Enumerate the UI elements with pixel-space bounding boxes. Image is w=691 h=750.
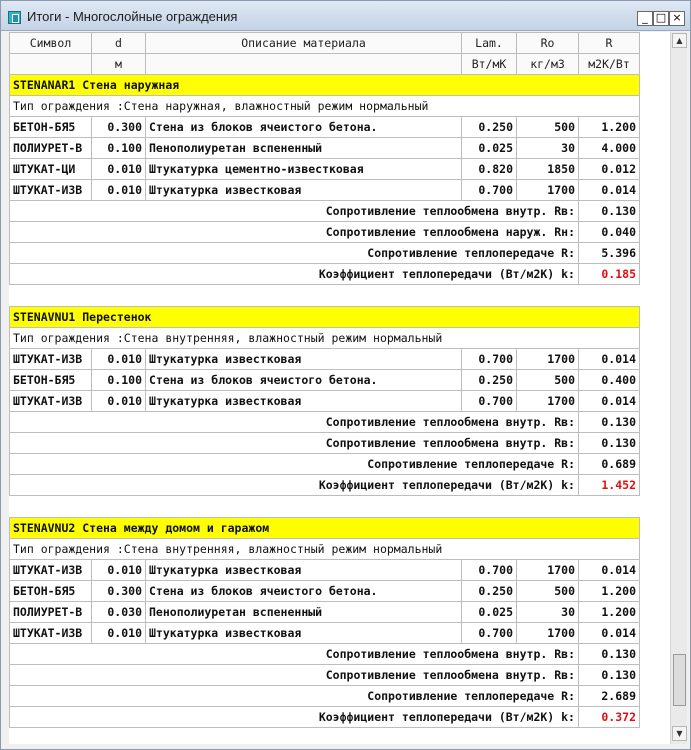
summary-label: Сопротивление теплопередаче R: (10, 243, 579, 264)
cell-d: 0.100 (92, 370, 146, 391)
header-lam: Lam. (462, 33, 517, 54)
table-row (10, 117, 640, 138)
header-ro: Ro (517, 33, 579, 54)
table-row (10, 560, 640, 581)
cell-d: 0.300 (92, 581, 146, 602)
cell-symbol: ПОЛИУРЕТ-В (10, 602, 92, 623)
cell-lam: 0.700 (462, 560, 517, 581)
header-row (10, 33, 640, 54)
window-title: Итоги - Многослойные ограждения (27, 9, 238, 24)
cell-symbol: ШТУКАТ-ЦИ (10, 159, 92, 180)
summary-label: Сопротивление теплообмена внутр. Rв: (10, 665, 579, 686)
cell-symbol: ШТУКАТ-ИЗВ (10, 349, 92, 370)
coef-row (10, 264, 640, 285)
coef-label: Коэффициент теплопередачи (Вт/м2К) k: (10, 264, 579, 285)
cell-symbol: ПОЛИУРЕТ-В (10, 138, 92, 159)
cell-d: 0.010 (92, 180, 146, 201)
cell-r: 0.014 (579, 391, 640, 412)
cell-r: 4.000 (579, 138, 640, 159)
summary-value: 0.130 (579, 201, 640, 222)
scroll-up-arrow-icon[interactable]: ▲ (672, 33, 687, 48)
unit-d: м (92, 54, 146, 75)
summary-label: Сопротивление теплообмена внутр. Rв: (10, 644, 579, 665)
cell-desc: Штукатурка известковая (146, 180, 462, 201)
section-type: Тип ограждения :Стена внутренняя, влажностный режим нормальный (10, 328, 640, 349)
section-type: Тип ограждения :Стена внутренняя, влажностный режим нормальный (10, 539, 640, 560)
unit-lam: Вт/мК (462, 54, 517, 75)
cell-lam: 0.025 (462, 602, 517, 623)
summary-value: 5.396 (579, 243, 640, 264)
header-d: d (92, 33, 146, 54)
table-row (10, 180, 640, 201)
unit-r: м2К/Вт (579, 54, 640, 75)
table-row (10, 159, 640, 180)
summary-label: Сопротивление теплопередаче R: (10, 686, 579, 707)
summary-row (10, 686, 640, 707)
gap-cell (10, 285, 640, 307)
coef-value: 1.452 (579, 475, 640, 496)
cell-desc: Стена из блоков ячеистого бетона. (146, 117, 462, 138)
cell-r: 0.014 (579, 349, 640, 370)
header-symbol: Символ (10, 33, 92, 54)
cell-lam: 0.820 (462, 159, 517, 180)
section-title: STENANAR1 Стена наружная (10, 75, 640, 96)
cell-r: 0.014 (579, 560, 640, 581)
section-gap (10, 285, 640, 307)
cell-d: 0.010 (92, 159, 146, 180)
cell-ro: 1700 (517, 623, 579, 644)
cell-desc: Пенополиуретан вспененный (146, 602, 462, 623)
summary-row (10, 243, 640, 264)
coef-label: Коэффициент теплопередачи (Вт/м2К) k: (10, 707, 579, 728)
summary-row (10, 454, 640, 475)
cell-d: 0.010 (92, 391, 146, 412)
summary-label: Сопротивление теплопередаче R: (10, 454, 579, 475)
cell-ro: 500 (517, 581, 579, 602)
cell-symbol: БЕТОН-БЯ5 (10, 117, 92, 138)
table-row (10, 623, 640, 644)
title-bar[interactable] (1, 1, 690, 31)
cell-desc: Стена из блоков ячеистого бетона. (146, 581, 462, 602)
summary-label: Сопротивление теплообмена внутр. Rв: (10, 201, 579, 222)
header-desc: Описание материала (146, 33, 462, 54)
coef-row (10, 475, 640, 496)
cell-ro: 30 (517, 138, 579, 159)
coef-value: 0.185 (579, 264, 640, 285)
scrollbar-thumb[interactable] (673, 654, 686, 706)
app-icon (8, 11, 21, 24)
section-gap (10, 496, 640, 518)
table-row (10, 138, 640, 159)
summary-value: 0.130 (579, 644, 640, 665)
section-type-row (10, 328, 640, 349)
coef-value: 0.372 (579, 707, 640, 728)
unit-symbol (10, 54, 92, 75)
cell-ro: 1700 (517, 391, 579, 412)
cell-symbol: ШТУКАТ-ИЗВ (10, 623, 92, 644)
summary-value: 2.689 (579, 686, 640, 707)
cell-desc: Штукатурка известковая (146, 623, 462, 644)
gap-cell (10, 496, 640, 518)
results-table (9, 32, 640, 728)
close-button[interactable]: × (669, 11, 685, 26)
summary-row (10, 201, 640, 222)
section-header (10, 75, 640, 96)
cell-lam: 0.250 (462, 581, 517, 602)
cell-lam: 0.250 (462, 370, 517, 391)
summary-value: 0.689 (579, 454, 640, 475)
cell-r: 1.200 (579, 602, 640, 623)
unit-desc (146, 54, 462, 75)
cell-desc: Штукатурка известковая (146, 349, 462, 370)
cell-lam: 0.250 (462, 117, 517, 138)
cell-ro: 1700 (517, 180, 579, 201)
cell-desc: Пенополиуретан вспененный (146, 138, 462, 159)
cell-d: 0.100 (92, 138, 146, 159)
summary-label: Сопротивление теплообмена наруж. Rн: (10, 222, 579, 243)
cell-desc: Стена из блоков ячеистого бетона. (146, 370, 462, 391)
cell-ro: 1700 (517, 349, 579, 370)
cell-d: 0.010 (92, 560, 146, 581)
cell-ro: 1850 (517, 159, 579, 180)
summary-row (10, 433, 640, 454)
section-header (10, 518, 640, 539)
scroll-down-arrow-icon[interactable]: ▼ (672, 726, 687, 741)
cell-lam: 0.700 (462, 391, 517, 412)
coef-row (10, 707, 640, 728)
maximize-button[interactable]: □ (653, 11, 669, 26)
cell-lam: 0.700 (462, 349, 517, 370)
summary-row (10, 644, 640, 665)
cell-ro: 30 (517, 602, 579, 623)
cell-r: 0.012 (579, 159, 640, 180)
report-area[interactable] (9, 32, 670, 744)
cell-r: 0.400 (579, 370, 640, 391)
section-type-row (10, 96, 640, 117)
cell-r: 0.014 (579, 623, 640, 644)
cell-ro: 1700 (517, 560, 579, 581)
summary-row (10, 665, 640, 686)
summary-row (10, 222, 640, 243)
vertical-scrollbar[interactable] (670, 32, 687, 744)
cell-lam: 0.025 (462, 138, 517, 159)
summary-value: 0.130 (579, 433, 640, 454)
cell-desc: Штукатурка известковая (146, 391, 462, 412)
minimize-button[interactable]: _ (637, 11, 653, 26)
section-header (10, 307, 640, 328)
cell-symbol: БЕТОН-БЯ5 (10, 370, 92, 391)
cell-symbol: БЕТОН-БЯ5 (10, 581, 92, 602)
cell-symbol: ШТУКАТ-ИЗВ (10, 391, 92, 412)
units-row (10, 54, 640, 75)
cell-r: 0.014 (579, 180, 640, 201)
table-row (10, 581, 640, 602)
section-title: STENAVNU1 Перестенок (10, 307, 640, 328)
summary-value: 0.130 (579, 665, 640, 686)
summary-value: 0.130 (579, 412, 640, 433)
summary-value: 0.040 (579, 222, 640, 243)
cell-r: 1.200 (579, 117, 640, 138)
cell-d: 0.030 (92, 602, 146, 623)
cell-desc: Штукатурка цементно-известковая (146, 159, 462, 180)
table-row (10, 391, 640, 412)
table-row (10, 370, 640, 391)
summary-label: Сопротивление теплообмена внутр. Rв: (10, 433, 579, 454)
header-r: R (579, 33, 640, 54)
summary-label: Сопротивление теплообмена внутр. Rв: (10, 412, 579, 433)
cell-r: 1.200 (579, 581, 640, 602)
table-row (10, 349, 640, 370)
cell-ro: 500 (517, 117, 579, 138)
section-type-row (10, 539, 640, 560)
cell-desc: Штукатурка известковая (146, 560, 462, 581)
cell-symbol: ШТУКАТ-ИЗВ (10, 180, 92, 201)
cell-lam: 0.700 (462, 180, 517, 201)
coef-label: Коэффициент теплопередачи (Вт/м2К) k: (10, 475, 579, 496)
section-title: STENAVNU2 Стена между домом и гаражом (10, 518, 640, 539)
cell-d: 0.010 (92, 349, 146, 370)
summary-row (10, 412, 640, 433)
cell-d: 0.300 (92, 117, 146, 138)
table-row (10, 602, 640, 623)
cell-lam: 0.700 (462, 623, 517, 644)
section-type: Тип ограждения :Стена наружная, влажностный режим нормальный (10, 96, 640, 117)
cell-symbol: ШТУКАТ-ИЗВ (10, 560, 92, 581)
cell-d: 0.010 (92, 623, 146, 644)
unit-ro: кг/м3 (517, 54, 579, 75)
cell-ro: 500 (517, 370, 579, 391)
